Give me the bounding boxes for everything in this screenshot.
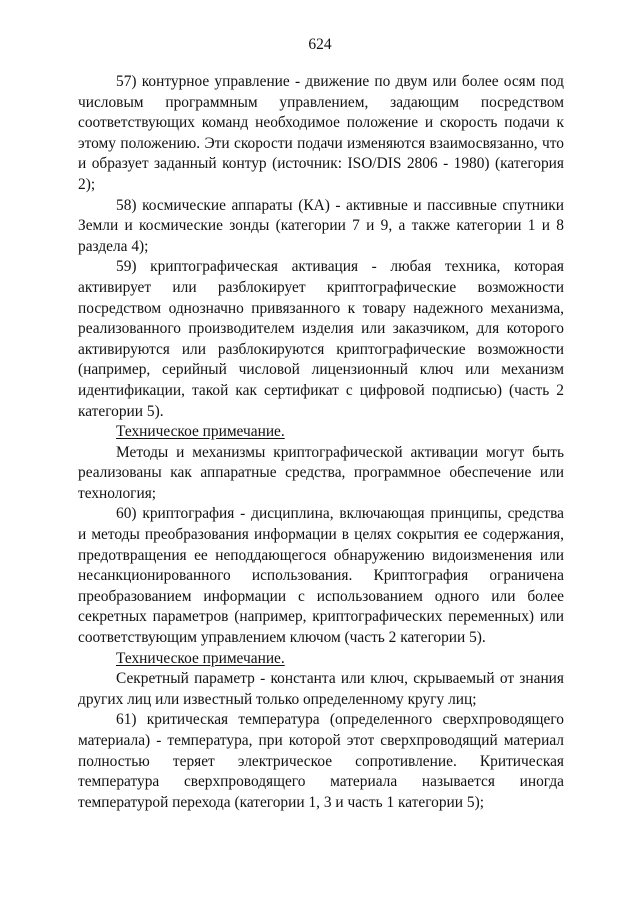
- technical-note-text: Методы и механизмы криптографической активации могут быть реализованы как аппаратные средства, программное обеспечение или технология;: [78, 443, 564, 502]
- technical-note-heading-text: Техническое примечание.: [116, 423, 285, 441]
- definition-57: 57) контурное управление - движение по двум или более осям под числовым программным управлением, задающим посредством соответствующих команд необходимое положение и скорость подачи к этому положению. Эти скорости подачи изменяются взаимосвязанно, что и образует заданный контур (источник: ISO/DIS 2806 - 1980) (категория 2);: [78, 73, 564, 193]
- definition-58: 58) космические аппараты (КА) - активные и пассивные спутники Земли и космические зонды (категории 7 и 9, а также категории 1 и 8 раздела 4);: [78, 196, 564, 255]
- technical-note-heading: [78, 422, 564, 443]
- definition-60: 60) криптография - дисциплина, включающая принципы, средства и методы преобразования информации в целях сокрытия ее содержания, предотвращения ее неподдающегося обнаружению видоизменения или несанкционированного использования. Криптография ограничена преобразованием информации с использованием одного или более секретных параметров (например, криптографических переменных) или соответствующим управлением ключом (часть 2 категории 5).: [78, 505, 564, 647]
- technical-note-heading-text: Техническое примечание.: [116, 649, 285, 667]
- definition-59: 59) криптографическая активация - любая техника, которая активирует или разблокирует криптографические возможности посредством однозначно привязанного к товару надежного механизма, реализованного производителем изделия или заказчиком, для которого активируются или разблокируются криптографические возможности (например, серийный числовой лицензионный ключ или механизм идентификации, такой как сертификат с цифровой подписью) (часть 2 категории 5).: [78, 258, 564, 420]
- technical-note-text: Секретный параметр - константа или ключ, скрываемый от знания других лиц или известный только определенному кругу лиц;: [78, 670, 564, 708]
- technical-note-heading: [78, 649, 564, 670]
- document-body: [78, 72, 564, 813]
- definition-61: 61) критическая температура (определенного сверхпроводящего материала) - температура, при которой этот сверхпроводящий материал полностью теряет электрическое сопротивление. Критическая температура сверхпроводящего материала называется иногда температурой перехода (категории 1, 3 и часть 1 категории 5);: [78, 711, 564, 811]
- page-number: 624: [308, 36, 332, 53]
